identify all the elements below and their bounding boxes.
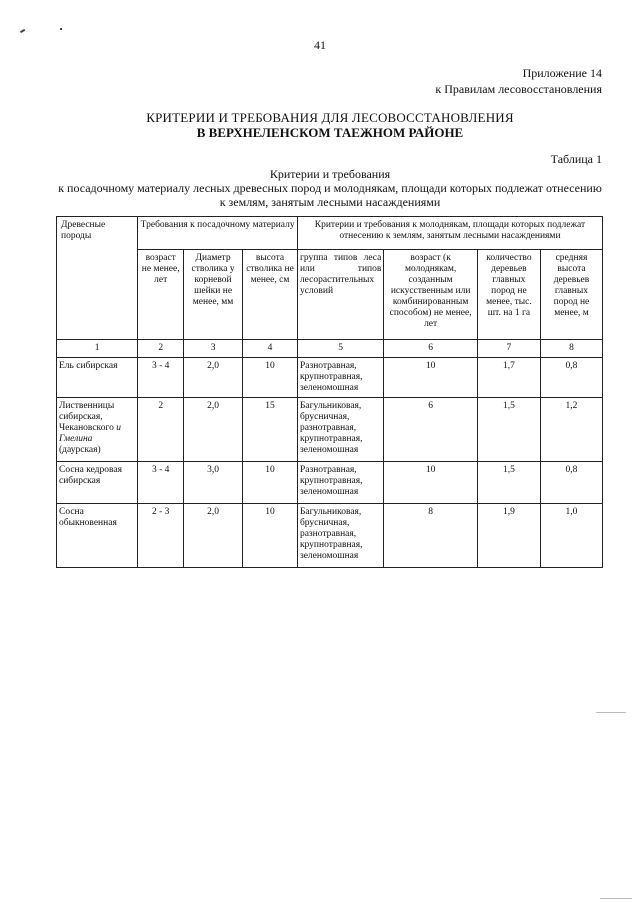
column-number-row — [57, 340, 603, 358]
tree-count-cell: 1,9 — [477, 504, 540, 568]
species-cell: Сосна обыкновенная — [57, 504, 138, 568]
age-cell: 3 - 4 — [138, 358, 184, 398]
diameter-cell: 2,0 — [184, 398, 243, 462]
diameter-cell: 2,0 — [184, 358, 243, 398]
header-young-stands: Критерии и требования к молоднякам, площади которых подлежат отнесению к землям, занятым лесными насаждениями — [297, 217, 602, 250]
subheader-tree-count: количество деревьев главных пород не менее, тыс. шт. на 1 га — [477, 250, 540, 340]
header-planting-material: Требования к посадочному материалу — [138, 217, 298, 250]
column-number: 1 — [57, 340, 138, 358]
table-row — [57, 462, 603, 504]
species-cell: Сосна кедровая сибирская — [57, 462, 138, 504]
diameter-cell: 2,0 — [184, 504, 243, 568]
column-number: 2 — [138, 340, 184, 358]
document-subtitle: В ВЕРХНЕЛЕНСКОМ ТАЕЖНОМ РАЙОНЕ — [196, 125, 464, 140]
species-name-tail: (даурская) — [59, 445, 101, 455]
table-row — [57, 398, 603, 462]
column-number: 4 — [243, 340, 298, 358]
forest-types-cell: Багульниковая, брусничная, разнотравная, крупнотравная, зеленомошная — [297, 504, 383, 568]
column-number: 8 — [540, 340, 602, 358]
table-caption-line: к землям, занятым лесными насаждениями — [219, 195, 441, 209]
height-cell: 10 — [243, 358, 298, 398]
young-age-cell: 8 — [384, 504, 478, 568]
avg-height-cell: 1,2 — [540, 398, 602, 462]
young-age-cell: 10 — [384, 462, 478, 504]
age-cell: 3 - 4 — [138, 462, 184, 504]
subheader-young-age: возраст (к молоднякам, созданным искусственным или комбинированным способом) не менее, лет — [384, 250, 478, 340]
appendix-number: Приложение 14 — [522, 66, 602, 80]
height-cell: 15 — [243, 398, 298, 462]
subheader-row — [57, 250, 603, 340]
species-name: Лиственницы сибирская, Чекановского — [59, 401, 115, 433]
table-row — [57, 358, 603, 398]
tree-count-cell: 1,5 — [477, 398, 540, 462]
young-age-cell: 10 — [384, 358, 478, 398]
species-cell: Ель сибирская — [57, 358, 138, 398]
height-cell: 10 — [243, 504, 298, 568]
appendix-reference: к Правилам лесовосстановления — [435, 82, 602, 96]
column-number: 6 — [384, 340, 478, 358]
criteria-table — [56, 216, 603, 568]
column-number: 7 — [477, 340, 540, 358]
column-number: 5 — [297, 340, 383, 358]
table-row — [57, 504, 603, 568]
tree-count-cell: 1,7 — [477, 358, 540, 398]
scan-mark — [60, 28, 62, 30]
species-cell — [57, 398, 138, 462]
scan-mark — [600, 898, 632, 899]
age-cell: 2 - 3 — [138, 504, 184, 568]
subheader-height: высота стволика не менее, см — [243, 250, 298, 340]
header-species: Древесные породы — [57, 217, 138, 340]
column-number: 3 — [184, 340, 243, 358]
table-caption-title: Критерии и требования — [269, 167, 391, 181]
young-age-cell: 6 — [384, 398, 478, 462]
avg-height-cell: 0,8 — [540, 358, 602, 398]
diameter-cell: 3,0 — [184, 462, 243, 504]
forest-types-cell: Разнотравная, крупнотравная, зеленомошная — [297, 462, 383, 504]
forest-types-cell: Разнотравная, крупнотравная, зеленомошная — [297, 358, 383, 398]
table-number: Таблица 1 — [550, 152, 602, 166]
forest-types-cell: Багульниковая, брусничная, разнотравная, крупнотравная, зеленомошная — [297, 398, 383, 462]
height-cell: 10 — [243, 462, 298, 504]
subheader-age: возраст не менее, лет — [138, 250, 184, 340]
age-cell: 2 — [138, 398, 184, 462]
document-title: КРИТЕРИИ И ТРЕБОВАНИЯ ДЛЯ ЛЕСОВОССТАНОВЛЕНИЯ — [146, 110, 514, 125]
page-number: 41 — [314, 38, 326, 52]
subheader-forest-types: группа типов леса или типов лесорастительных условий — [297, 250, 383, 340]
table-caption-line: к посадочному материалу лесных древесных пород и молоднякам, площади которых подлежат отнесению — [58, 181, 602, 195]
scan-mark — [596, 712, 626, 713]
species-name-italic: и Гмелина — [59, 423, 121, 444]
tree-count-cell: 1,5 — [477, 462, 540, 504]
header-row — [57, 217, 603, 250]
avg-height-cell: 0,8 — [540, 462, 602, 504]
subheader-avg-height: средняя высота деревьев главных пород не менее, м — [540, 250, 602, 340]
scan-mark — [20, 29, 25, 33]
subheader-diameter: Диаметр стволика у корневой шейки не менее, мм — [184, 250, 243, 340]
avg-height-cell: 1,0 — [540, 504, 602, 568]
